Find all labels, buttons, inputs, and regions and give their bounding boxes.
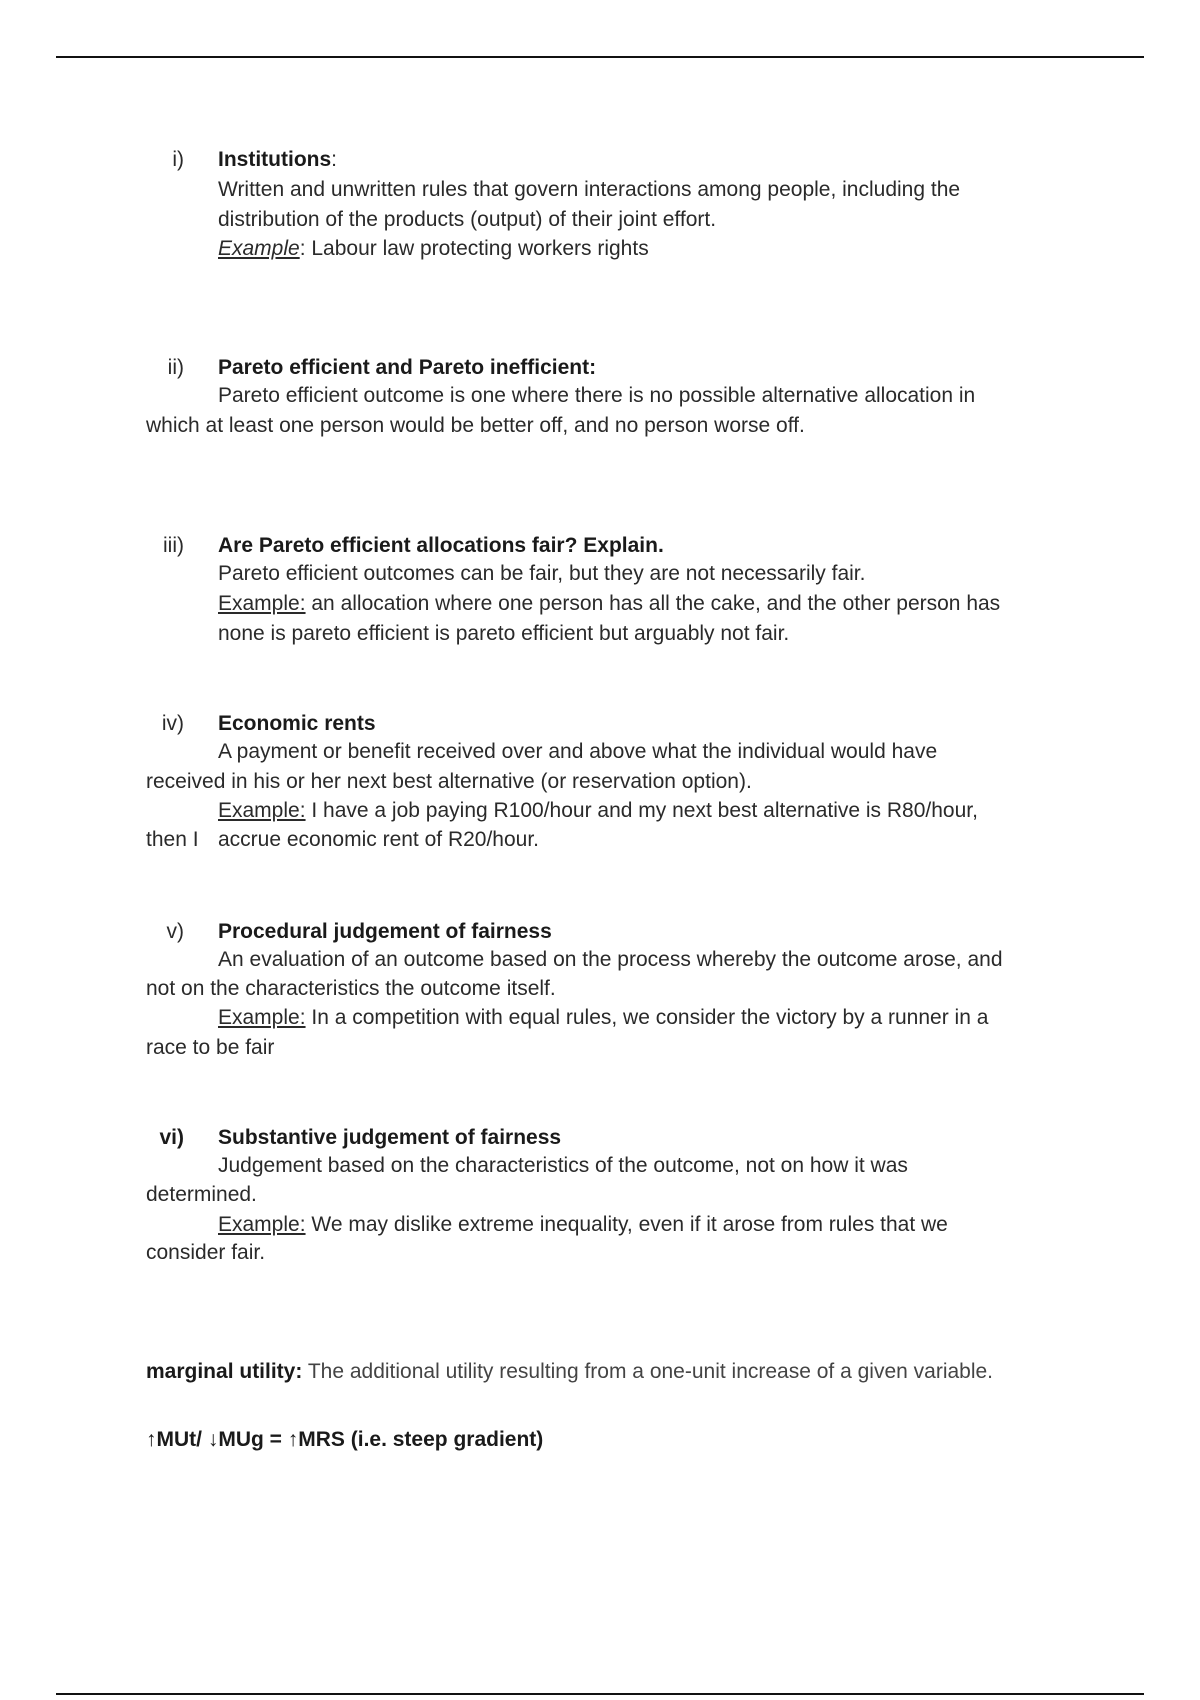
section-text-line: Pareto efficient outcome is one where there is no possible alternative allocation in xyxy=(218,384,976,407)
example-line: Example: an allocation where one person has all the cake, and the other person has xyxy=(218,592,1001,615)
section-text-line: accrue economic rent of R20/hour. xyxy=(218,828,540,851)
section-text-line: received in his or her next best alternative (or reservation option). xyxy=(146,770,752,793)
section-text-line: Pareto efficient outcomes can be fair, but they are not necessarily fair. xyxy=(218,562,866,585)
section-heading: Pareto efficient and Pareto inefficient: xyxy=(218,356,597,379)
section-text-line: none is pareto efficient is pareto efficient but arguably not fair. xyxy=(218,622,790,645)
section-text-line: Judgement based on the characteristics of the outcome, not on how it was xyxy=(218,1154,908,1177)
section-text-line: An evaluation of an outcome based on the process whereby the outcome arose, and xyxy=(218,948,1003,971)
section-text-line: determined. xyxy=(146,1183,257,1206)
section-text-line: which at least one person would be better off, and no person worse off. xyxy=(146,414,805,437)
section-text-prefix: then I xyxy=(146,828,199,851)
section-numeral: iv) xyxy=(161,712,184,735)
section-numeral: vi) xyxy=(159,1126,184,1149)
example-label: Example: xyxy=(218,1213,306,1236)
section-numeral: ii) xyxy=(167,356,184,379)
section-heading: Substantive judgement of fairness xyxy=(218,1126,562,1149)
section-heading: Procedural judgement of fairness xyxy=(218,920,552,943)
section-numeral: i) xyxy=(172,148,184,171)
example-line: Example: We may dislike extreme inequality, even if it arose from rules that we xyxy=(218,1213,948,1236)
header-rule xyxy=(56,56,1144,58)
example-label: Example: xyxy=(218,799,306,822)
section-text-line: race to be fair xyxy=(146,1036,275,1059)
example-line: Example: I have a job paying R100/hour and my next best alternative is R80/hour, xyxy=(218,799,978,822)
section-heading: Economic rents xyxy=(218,712,376,735)
example-label: Example: xyxy=(218,592,306,615)
example-label: Example: xyxy=(218,1006,306,1029)
section-heading: Institutions: xyxy=(218,148,337,171)
section-numeral: v) xyxy=(166,920,184,943)
section-text-line: A payment or benefit received over and above what the individual would have xyxy=(218,740,938,763)
section-numeral: iii) xyxy=(163,534,184,557)
example-line: Example: In a competition with equal rules, we consider the victory by a runner in a xyxy=(218,1006,989,1029)
section-text-line: consider fair. xyxy=(146,1241,266,1264)
section-text-line: distribution of the products (output) of their joint effort. xyxy=(218,208,717,231)
mrs-formula: ↑MUt/ ↓MUg = ↑MRS (i.e. steep gradient) xyxy=(146,1428,544,1451)
example-line: Example: Labour law protecting workers rights xyxy=(218,237,649,260)
footer-rule xyxy=(56,1693,1144,1695)
marginal-utility-term: marginal utility: xyxy=(146,1360,303,1383)
example-label: Example xyxy=(218,237,300,260)
marginal-utility-definition: marginal utility: The additional utility resulting from a one-unit increase of a given variable. xyxy=(146,1360,994,1383)
section-text-line: Written and unwritten rules that govern interactions among people, including the xyxy=(218,178,961,201)
section-heading: Are Pareto efficient allocations fair? Explain. xyxy=(218,534,664,557)
section-text-line: not on the characteristics the outcome itself. xyxy=(146,977,556,1000)
